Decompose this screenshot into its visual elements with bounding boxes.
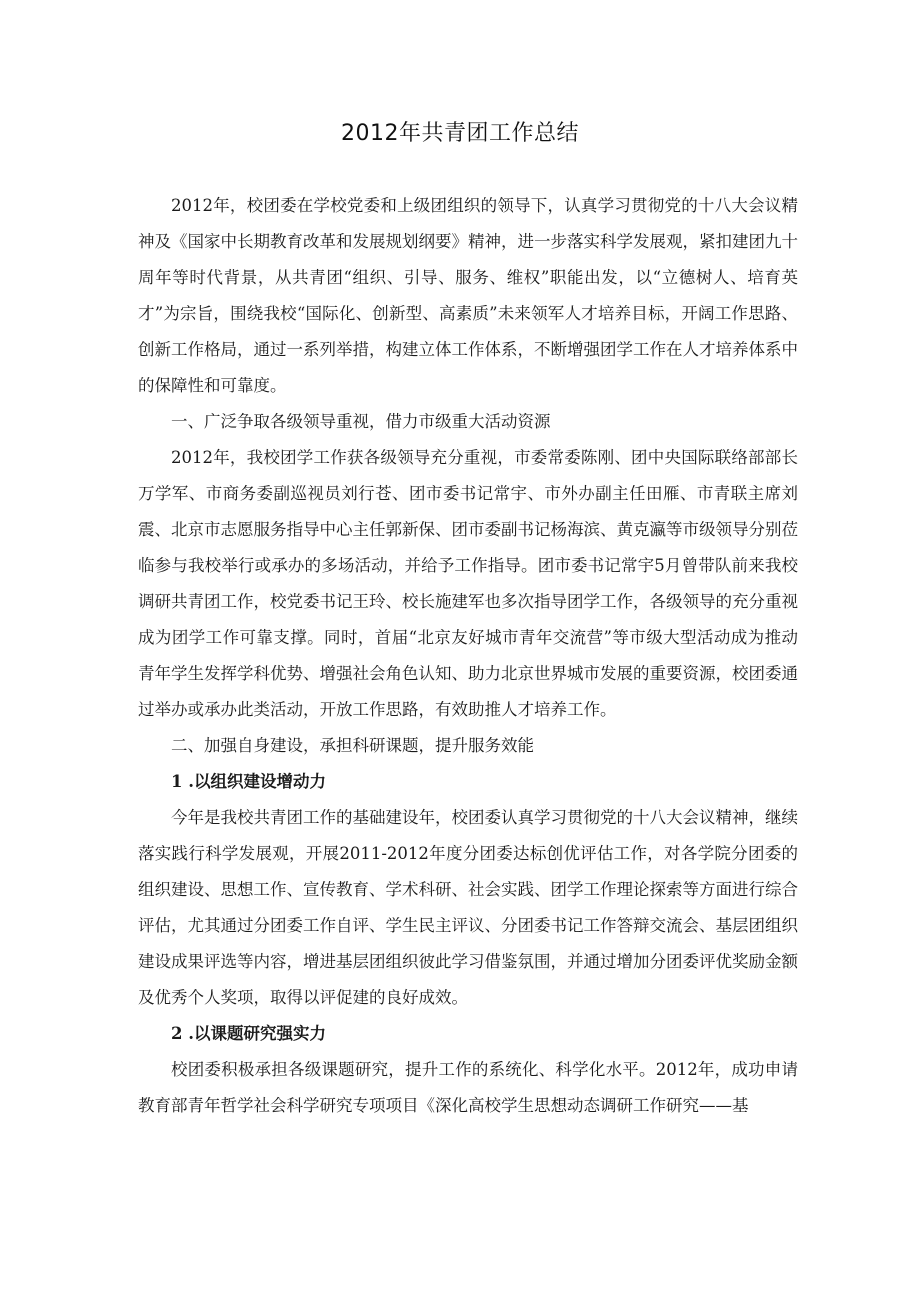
document-title: 2012年共青团工作总结 (341, 121, 579, 146)
subsection-heading-2: 2 .以课题研究强实力 (171, 1024, 326, 1043)
section-heading-1: 一、广泛争取各级领导重视，借力市级重大活动资源 (171, 412, 551, 431)
paragraph-intro: 2012年，校团委在学校党委和上级团组织的领导下，认真学习贯彻党的十八大会议精神及《国家中长期教育改革和发展规划纲要》精神，进一步落实科学发展观，紧扣建团九十周年等时代背景，从共青团“组织、引导、服务、维权”职能出发，以“立德树人、培育英才”为宗旨，围绕我校“国际化、创新型、高素质”未来领军人才培养目标，开阔工作思路、创新工作格局，通过一系列举措，构建立体工作体系，不断增强团学工作在人才培养体系中的保障性和可靠度。 (138, 196, 798, 395)
paragraph-research: 校团委积极承担各级课题研究，提升工作的系统化、科学化水平。2012年，成功申请教育部青年哲学社会科学研究专项项目《深化高校学生思想动态调研工作研究——基 (138, 1060, 798, 1115)
paragraph-organization: 今年是我校共青团工作的基础建设年，校团委认真学习贯彻党的十八大会议精神，继续落实践行科学发展观，开展2011-2012年度分团委达标创优评估工作，对各学院分团委的组织建设、思想工作、宣传教育、学术科研、社会实践、团学工作理论探索等方面进行综合评估，尤其通过分团委工作自评、学生民主评议、分团委书记工作答辩交流会、基层团组织建设成果评选等内容，增进基层团组织彼此学习借鉴氛围，并通过增加分团委评优奖励金额及优秀个人奖项，取得以评促建的良好成效。 (138, 808, 798, 1007)
document-body (138, 188, 798, 1124)
subsection-heading-1: 1 .以组织建设增动力 (171, 772, 326, 791)
paragraph-leadership: 2012年，我校团学工作获各级领导充分重视，市委常委陈刚、团中央国际联络部部长万学军、市商务委副巡视员刘行苍、团市委书记常宇、市外办副主任田雁、市青联主席刘震、北京市志愿服务指导中心主任郭新保、团市委副书记杨海滨、黄克瀛等市级领导分别莅临参与我校举行或承办的多场活动，并给予工作指导。团市委书记常宇5月曾带队前来我校调研共青团工作，校党委书记王玲、校长施建军也多次指导团学工作，各级领导的充分重视成为团学工作可靠支撑。同时，首届“北京友好城市青年交流营”等市级大型活动成为推动青年学生发挥学科优势、增强社会角色认知、助力北京世界城市发展的重要资源，校团委通过举办或承办此类活动，开放工作思路，有效助推人才培养工作。 (138, 448, 798, 719)
section-heading-2: 二、加强自身建设，承担科研课题，提升服务效能 (171, 736, 534, 755)
